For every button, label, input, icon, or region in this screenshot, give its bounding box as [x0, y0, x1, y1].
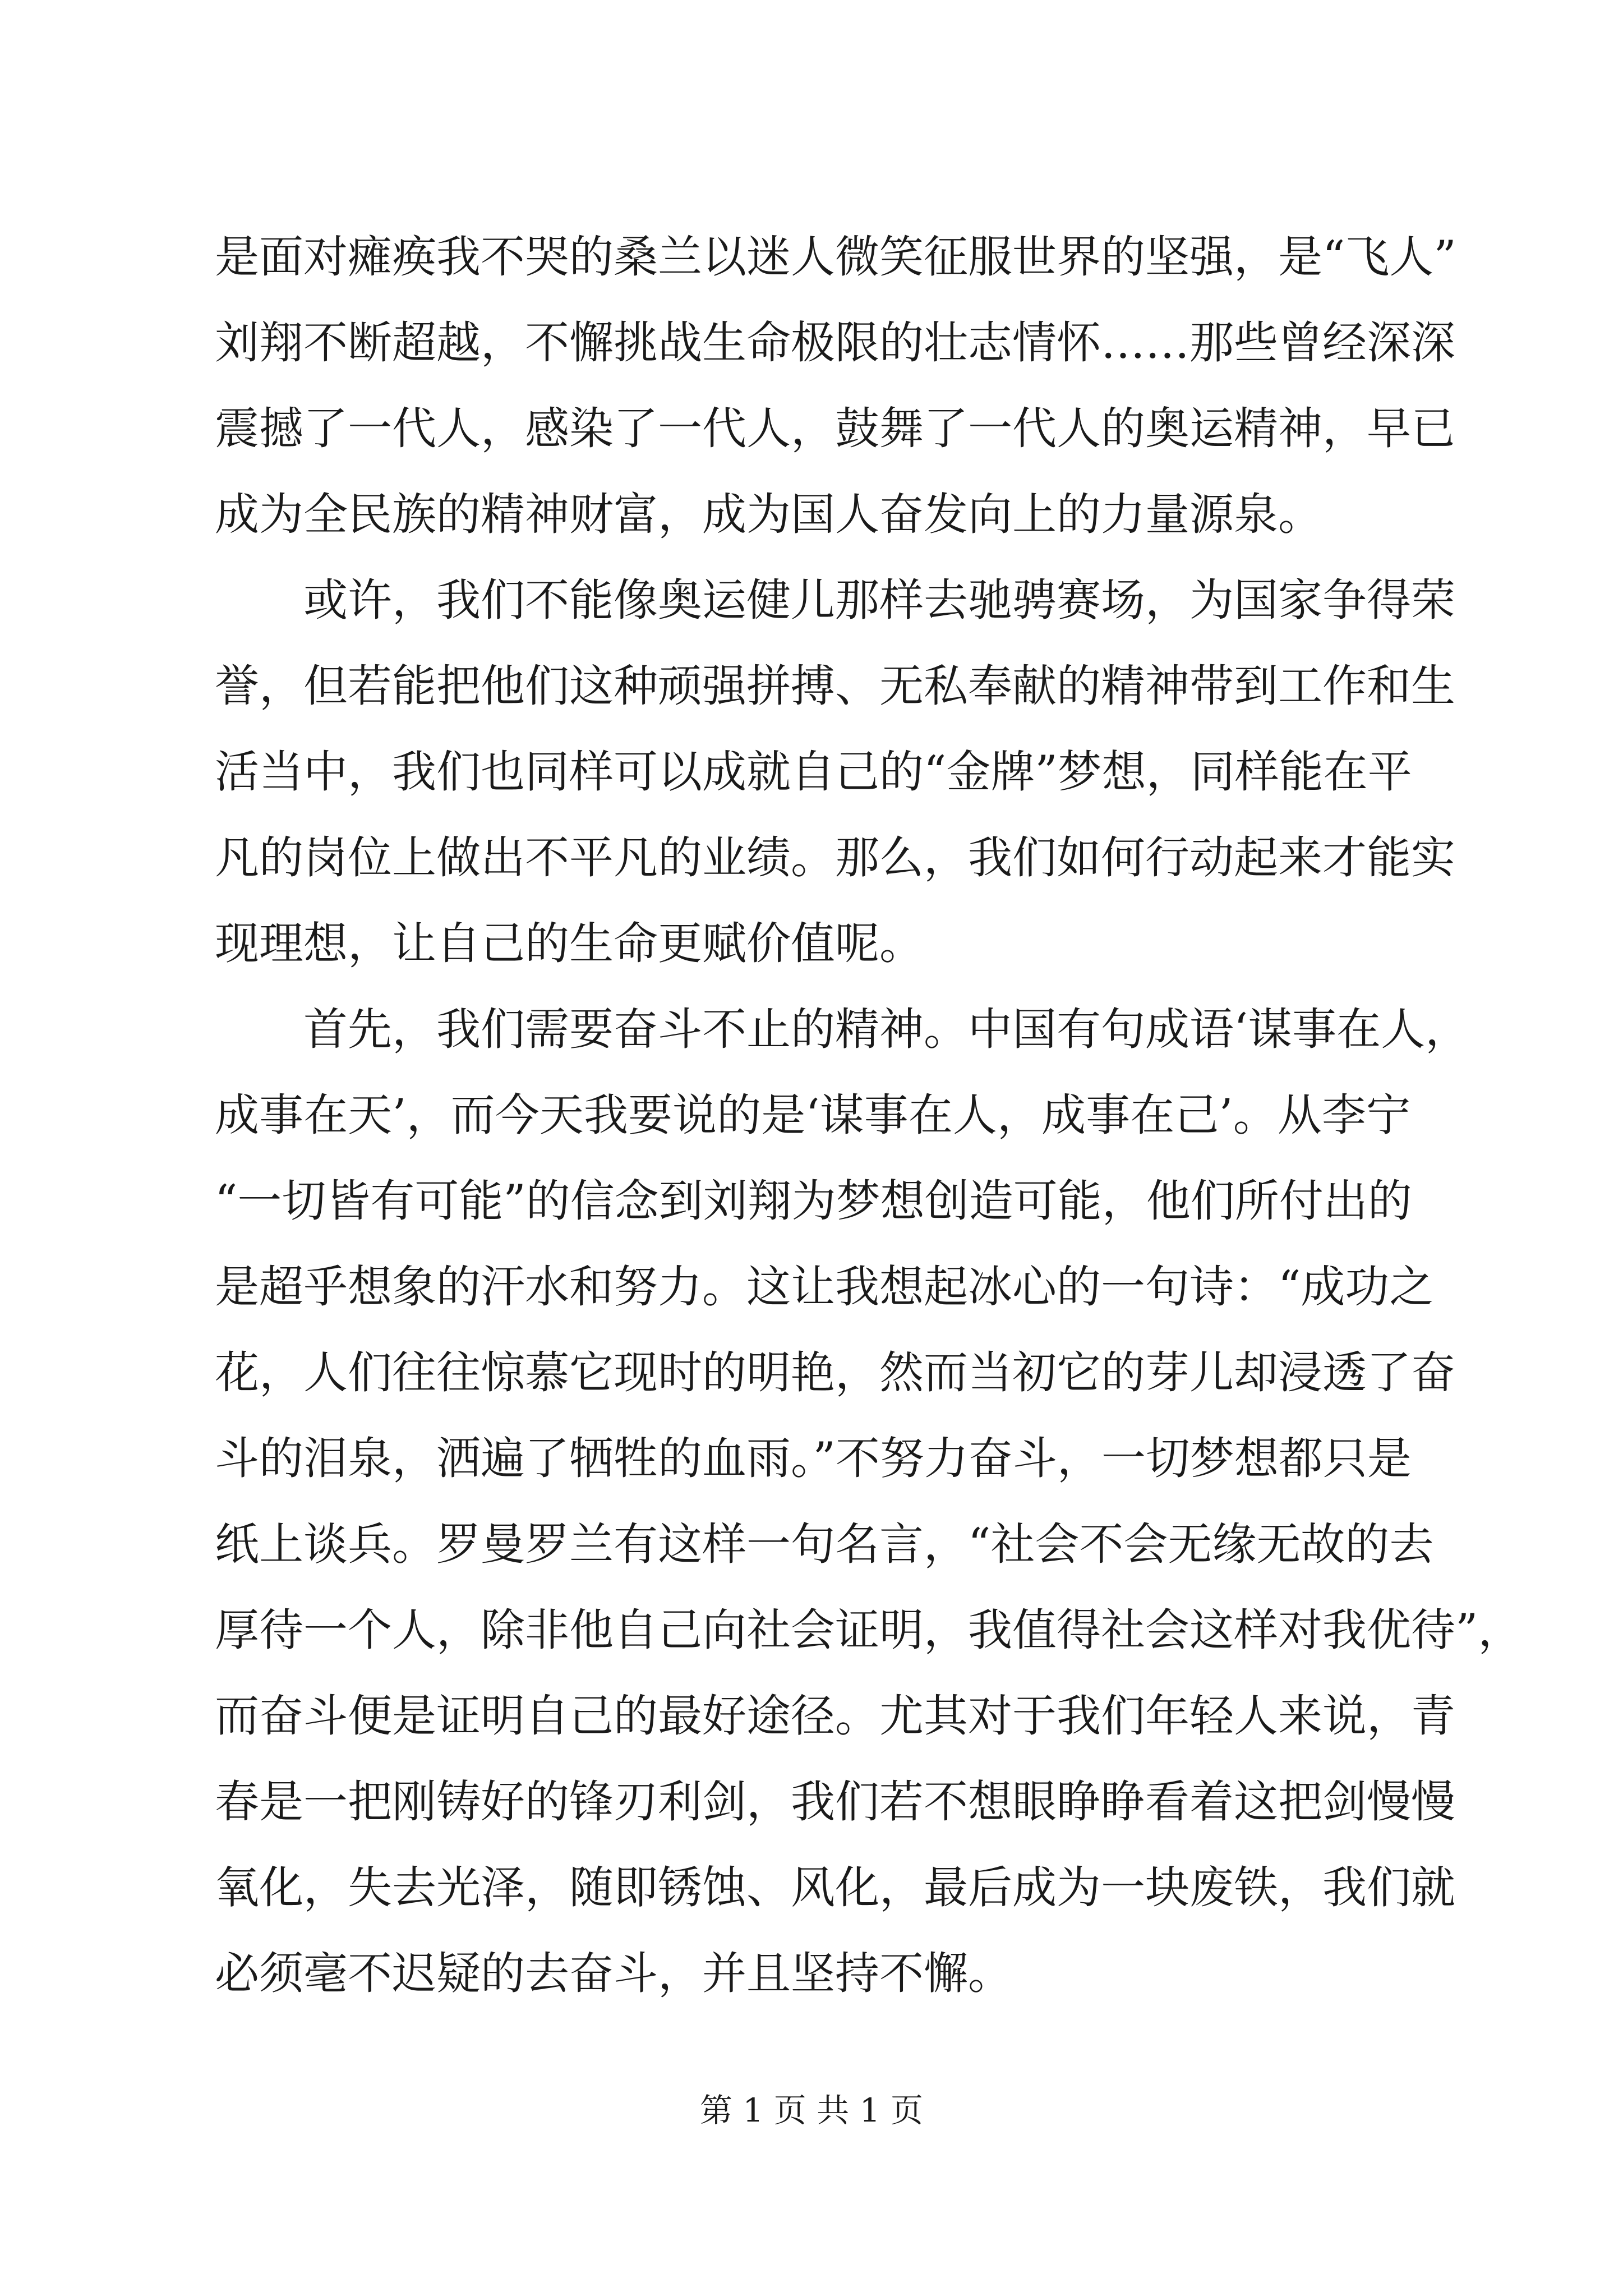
text-line: 或许，我们不能像奥运健儿那样去驰骋赛场，为国家争得荣: [303, 574, 1455, 626]
text-line: 春是一把刚铸好的锋刃利剑，我们若不想眼睁睁看着这把剑慢慢: [215, 1776, 1455, 1828]
text-line: 纸上谈兵。罗曼罗兰有这样一句名言，“社会不会无缘无故的去: [215, 1519, 1434, 1570]
text-line: 首先，我们需要奋斗不止的精神。中国有句成语‘谋事在人，: [303, 1004, 1470, 1055]
text-line: 凡的岗位上做出不平凡的业绩。那么，我们如何行动起来才能实: [215, 832, 1455, 884]
text-line: 必须毫不迟疑的去奋斗，并且坚持不懈。: [215, 1948, 1012, 1999]
text-line: 活当中，我们也同样可以成就自己的“金牌”梦想，同样能在平: [215, 746, 1412, 798]
document-body: [215, 214, 1523, 2017]
text-line: 花，人们往往惊慕它现时的明艳，然而当初它的芽儿却浸透了奋: [215, 1347, 1455, 1398]
text-line: 而奋斗便是证明自己的最好途径。尤其对于我们年轻人来说，青: [215, 1690, 1455, 1742]
text-line: 成为全民族的精神财富，成为国人奋发向上的力量源泉。: [215, 489, 1322, 540]
text-line: 是超乎想象的汗水和努力。这让我想起冰心的一句诗：“成功之: [215, 1261, 1434, 1313]
text-line: “一切皆有可能”的信念到刘翔为梦想创造可能，他们所付出的: [215, 1175, 1412, 1227]
paragraph: [215, 558, 1455, 987]
text-line: 誉，但若能把他们这种顽强拼搏、无私奉献的精神带到工作和生: [215, 660, 1455, 712]
paragraph: [215, 214, 1456, 558]
text-line: 是面对瘫痪我不哭的桑兰以迷人微笑征服世界的坚强，是“飞人”: [215, 231, 1456, 283]
page-footer: 第 1 页 共 1 页: [700, 2091, 923, 2129]
text-line: 现理想，让自己的生命更赋价值呢。: [215, 918, 924, 969]
text-line: 成事在天’，而今天我要说的是‘谋事在人，成事在己’。从李宁: [215, 1089, 1410, 1141]
text-line: 厚待一个人，除非他自己向社会证明，我值得社会这样对我优待”，: [215, 1604, 1523, 1656]
text-line: 震撼了一代人，感染了一代人，鼓舞了一代人的奥运精神，早已: [215, 403, 1455, 454]
text-line: 氧化，失去光泽，随即锈蚀、风化，最后成为一块废铁，我们就: [215, 1862, 1455, 1913]
text-line: 斗的泪泉，洒遍了牺牲的血雨。”不努力奋斗，一切梦想都只是: [215, 1433, 1412, 1484]
text-line: 刘翔不断超越，不懈挑战生命极限的壮志情怀……那些曾经深深: [215, 317, 1455, 369]
paragraph: [215, 987, 1523, 2017]
